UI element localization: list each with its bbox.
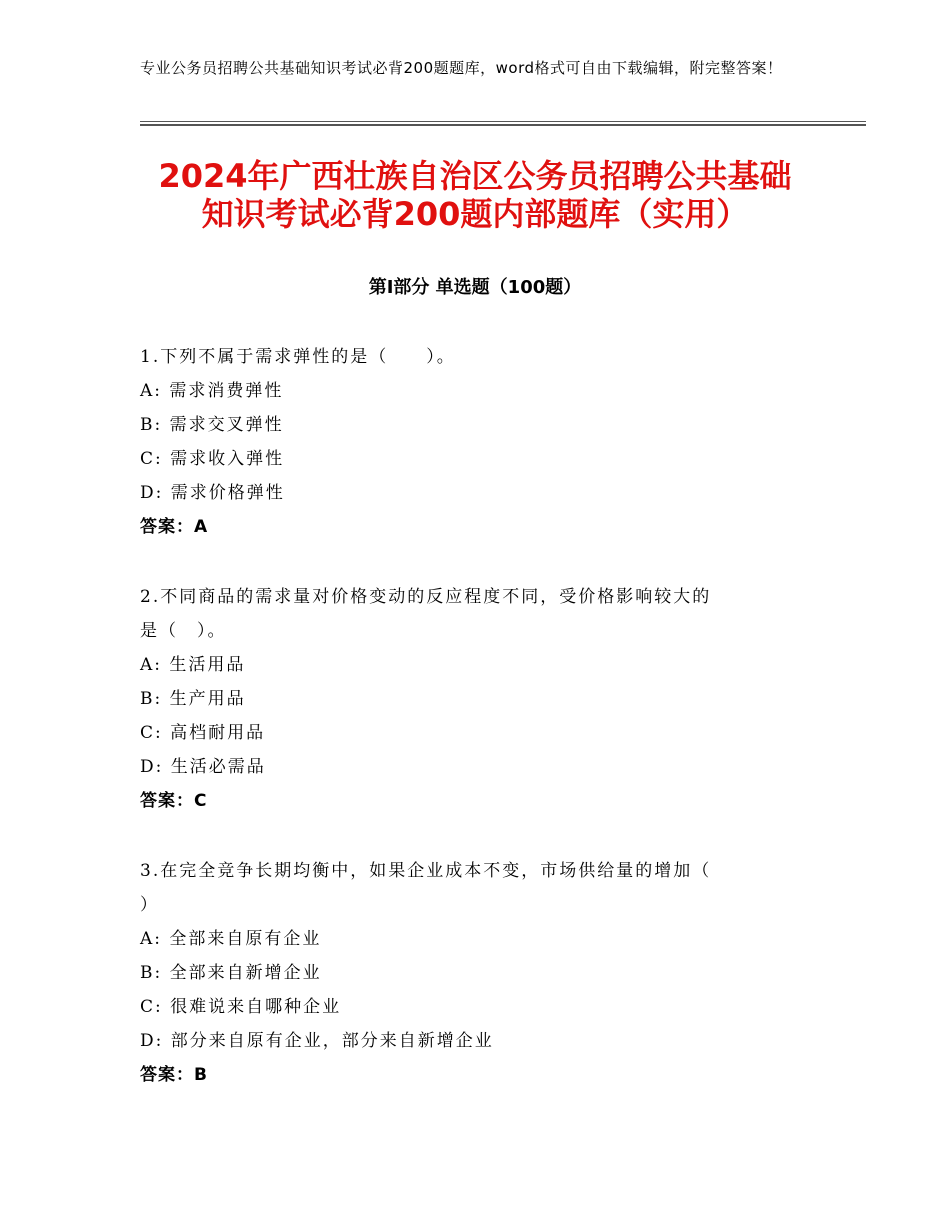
option-a: A: 全部来自原有企业 [140,929,322,949]
option-c: C: 很难说来自哪种企业 [140,997,342,1017]
option-a: A: 需求消费弹性 [140,381,284,401]
header-note: 专业公务员招聘公共基础知识考试必背200题题库，word格式可自由下载编辑，附完整答案！ [140,59,783,77]
title-line-2: 知识考试必背200题内部题库（实用） [201,195,749,233]
question-1 [140,340,820,544]
question-stem: 3.在完全竞争长期均衡中，如果企业成本不变，市场供给量的增加（ [140,861,712,881]
option-d: D: 生活必需品 [140,757,266,777]
question-stem: 2.不同商品的需求量对价格变动的反应程度不同，受价格影响较大的 [140,587,712,607]
option-b: B: 需求交叉弹性 [140,415,284,435]
answer: 答案：C [140,791,208,811]
option-d: D: 需求价格弹性 [140,483,285,503]
option-d: D: 部分来自原有企业，部分来自新增企业 [140,1031,494,1051]
option-b: B: 生产用品 [140,689,246,709]
answer: 答案：A [140,517,209,537]
section-title: 第Ⅰ部分 单选题（100题） [368,277,582,298]
option-b: B: 全部来自新增企业 [140,963,322,983]
option-c: C: 需求收入弹性 [140,449,285,469]
question-3 [140,854,820,1092]
answer: 答案：B [140,1065,208,1085]
option-a: A: 生活用品 [140,655,246,675]
question-stem: 1.下列不属于需求弹性的是（ ）。 [140,347,456,367]
document-title [100,157,850,233]
title-line-1: 2024年广西壮族自治区公务员招聘公共基础 [158,157,792,195]
option-c: C: 高档耐用品 [140,723,266,743]
question-2 [140,580,820,818]
header-divider-thick [140,124,866,126]
question-stem-cont: 是（ ）。 [140,621,227,641]
question-stem-cont: ） [140,895,159,915]
header-divider-thin [140,121,866,122]
